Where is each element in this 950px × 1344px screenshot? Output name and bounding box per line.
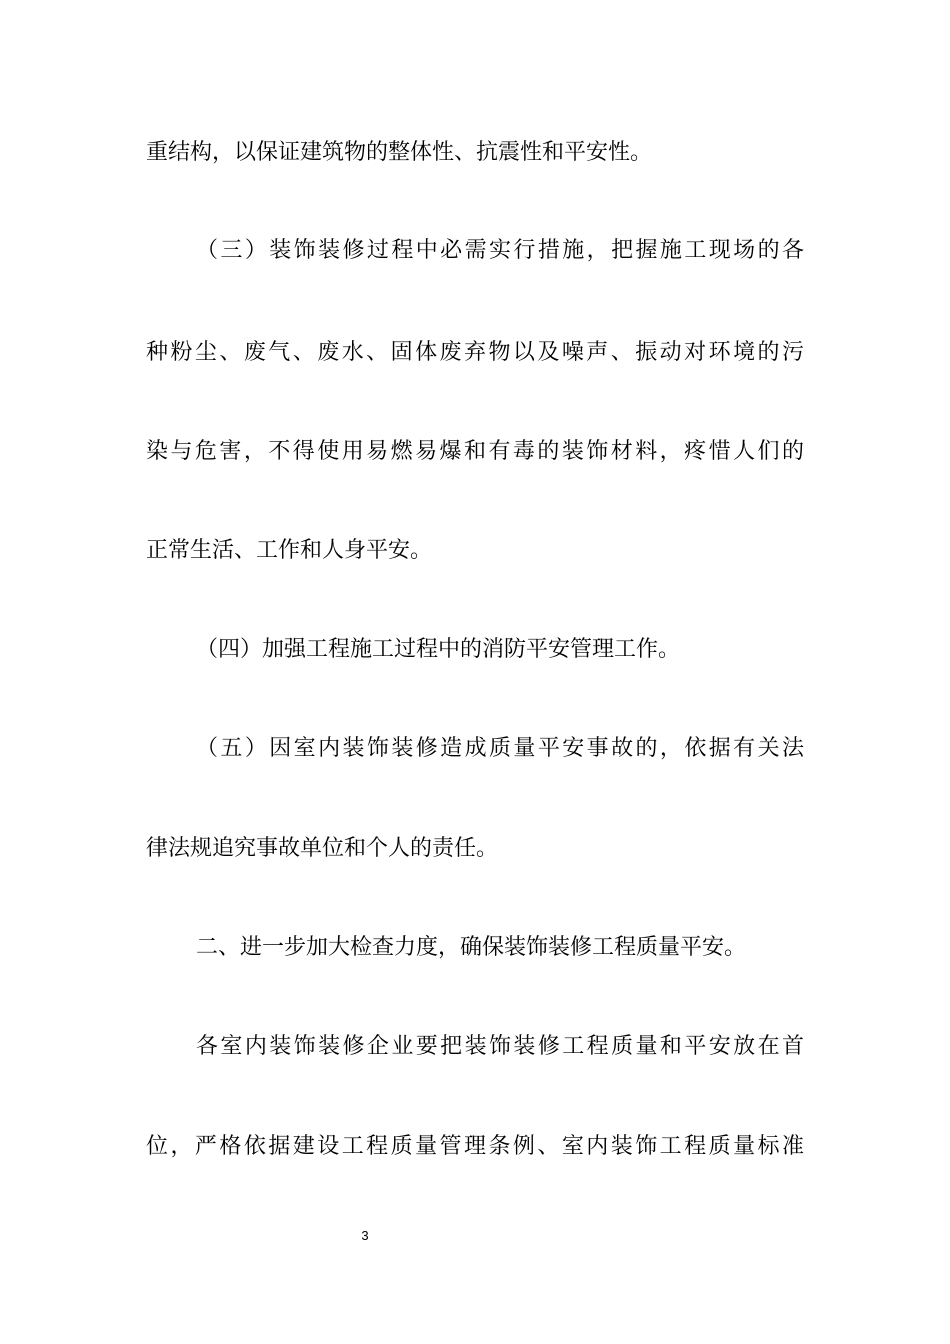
paragraph-line: （三）装饰装修过程中必需实行措施，把握施工现场的各 — [196, 238, 804, 263]
paragraph-line: 正常生活、工作和人身平安。 — [146, 538, 433, 563]
paragraph-line: 种粉尘、废气、废水、固体废弃物以及噪声、振动对环境的污 — [146, 340, 804, 365]
paragraph-line: 律法规追究事故单位和个人的责任。 — [146, 836, 499, 861]
paragraph-line: （五）因室内装饰装修造成质量平安事故的，依据有关法 — [196, 736, 804, 761]
paragraph-line: 重结构，以保证建筑物的整体性、抗震性和平安性。 — [146, 140, 653, 165]
paragraph-line: 染与危害，不得使用易燃易爆和有毒的装饰材料，疼惜人们的 — [146, 439, 804, 464]
paragraph-line: 各室内装饰装修企业要把装饰装修工程质量和平安放在首 — [196, 1034, 804, 1059]
section-heading: 二、进一步加大检查力度，确保装饰装修工程质量平安。 — [196, 935, 747, 960]
page-number: 3 — [361, 1228, 369, 1243]
paragraph-line: 位，严格依据建设工程质量管理条例、室内装饰工程质量标准 — [146, 1134, 804, 1159]
paragraph-line: （四）加强工程施工过程中的消防平安管理工作。 — [196, 637, 681, 662]
